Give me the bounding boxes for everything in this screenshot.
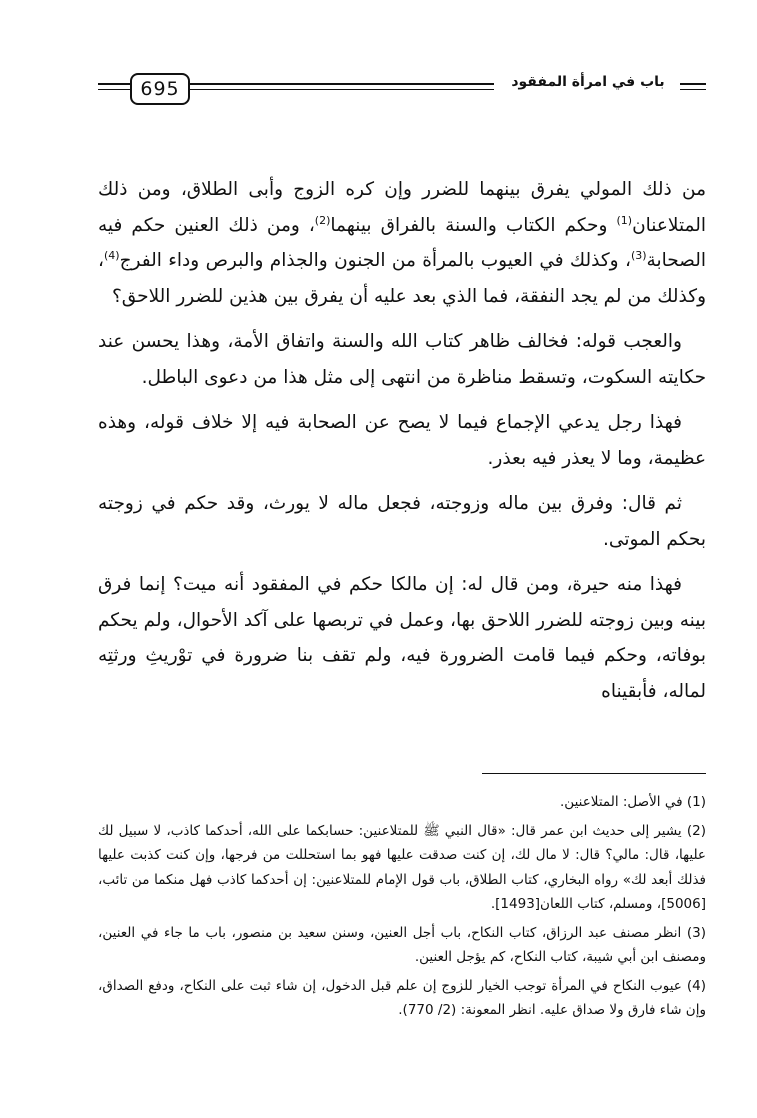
main-text [98,172,706,719]
paragraph-1-d: ، وكذلك في العيوب بالمرأة من الجنون والجذام والبرص وداء الفرج [119,250,631,271]
paragraph-2: والعجب قوله: فخالف ظاهر كتاب الله والسنة واتفاق الأمة، وهذا يحسن عند حكايته السكوت، وتسقط مناظرة من انتهى إلى مثل هذا من دعوى الباطل. [98,331,706,388]
header-rule-right-top [680,83,706,85]
paragraph-1-a: من ذلك المولي يفرق بينهما للضرر وإن كره الزوج وأبى الطلاق، ومن ذلك المتلاعنان [98,179,706,236]
paragraph-3: فهذا رجل يدعي الإجماع فيما لا يصح عن الصحابة فيه إلا خلاف قوله، وهذه عظيمة، وما لا يعذر فيه بعذر. [98,412,706,469]
footnote-4: (4) عيوب النكاح في المرأة توجب الخيار للزوج إن علم قبل الدخول، إن شاء ثبت على النكاح، ودفع الصداق، وإن شاء فارق ولا صداق عليه. انظر المعونة: (2/ 770). [98,977,706,1018]
footnote-ref-2: (2) [314,213,331,227]
page-header [98,70,706,110]
paragraph-1-e: ، وكذلك من لم يجد النفقة، فما الذي بعد عليه أن يفرق بين هذين للضرر اللاحق؟ [98,250,706,307]
header-rule-mid-top [190,83,494,85]
page-number: 695 [130,73,190,105]
header-rule-mid-bottom [190,89,494,90]
header-rule-left-top [98,83,130,85]
paragraph-4: ثم قال: وفرق بين ماله وزوجته، فجعل ماله لا يورث، وقد حكم في زوجته بحكم الموتى. [98,493,706,550]
header-rule-right-bottom [680,89,706,90]
footnote-ref-3: (3) [630,248,647,262]
footnote-ref-4: (4) [103,248,120,262]
paragraph-1 [98,172,706,314]
running-head: باب في امرأة المفقود [511,74,665,90]
paragraph-1-c: ، ومن ذلك العنين حكم فيه الصحابة [98,214,706,271]
footnote-1: (1) في الأصل: المتلاعنين. [560,794,706,810]
paragraph-1-b: وحكم الكتاب والسنة بالفراق بينهما [330,214,617,236]
header-rule-left-bottom [98,89,130,90]
footnote-3: (3) انظر مصنف عبد الرزاق، كتاب النكاح، باب أجل العنين، وسنن سعيد بن منصور، باب ما جاء في العنين، ومصنف ابن أبي شيبة، كتاب النكاح، كم يؤجل العنين. [98,924,706,965]
paragraph-5: فهذا منه حيرة، ومن قال له: إن مالكا حكم في المفقود أنه ميت؟ إنما فرق بينه وبين زوجته للضرر اللاحق بها، وعمل في تربصها على آكد الأحوال، ولم يحكم بوفاته، وحكم فيما قامت الضرورة فيه، ولم تقف بنا ضرورة في توْريثِ ورثتِه لماله، فأبقيناه [98,574,706,702]
footnote-separator [482,773,706,774]
footnote-2: (2) يشير إلى حديث ابن عمر قال: «قال النبي ﷺ للمتلاعنين: حسابكما على الله، أحدكما كاذب، لا سبيل لك عليها، قال: مالي؟ قال: لا مال لك، إن كنت صدقت عليها فهو بما استحللت من فرجها، وإن كنت كذبت عليها فذلك أبعد لك» رواه البخاري، كتاب الطلاق، باب قول الإمام للمتلاعنين: إن أحدكما كاذب فهل منكما من تائب، [5006]، ومسلم، كتاب اللعان[1493]. [98,822,706,912]
footnotes [98,790,706,1027]
footnote-ref-1: (1) [616,213,633,227]
